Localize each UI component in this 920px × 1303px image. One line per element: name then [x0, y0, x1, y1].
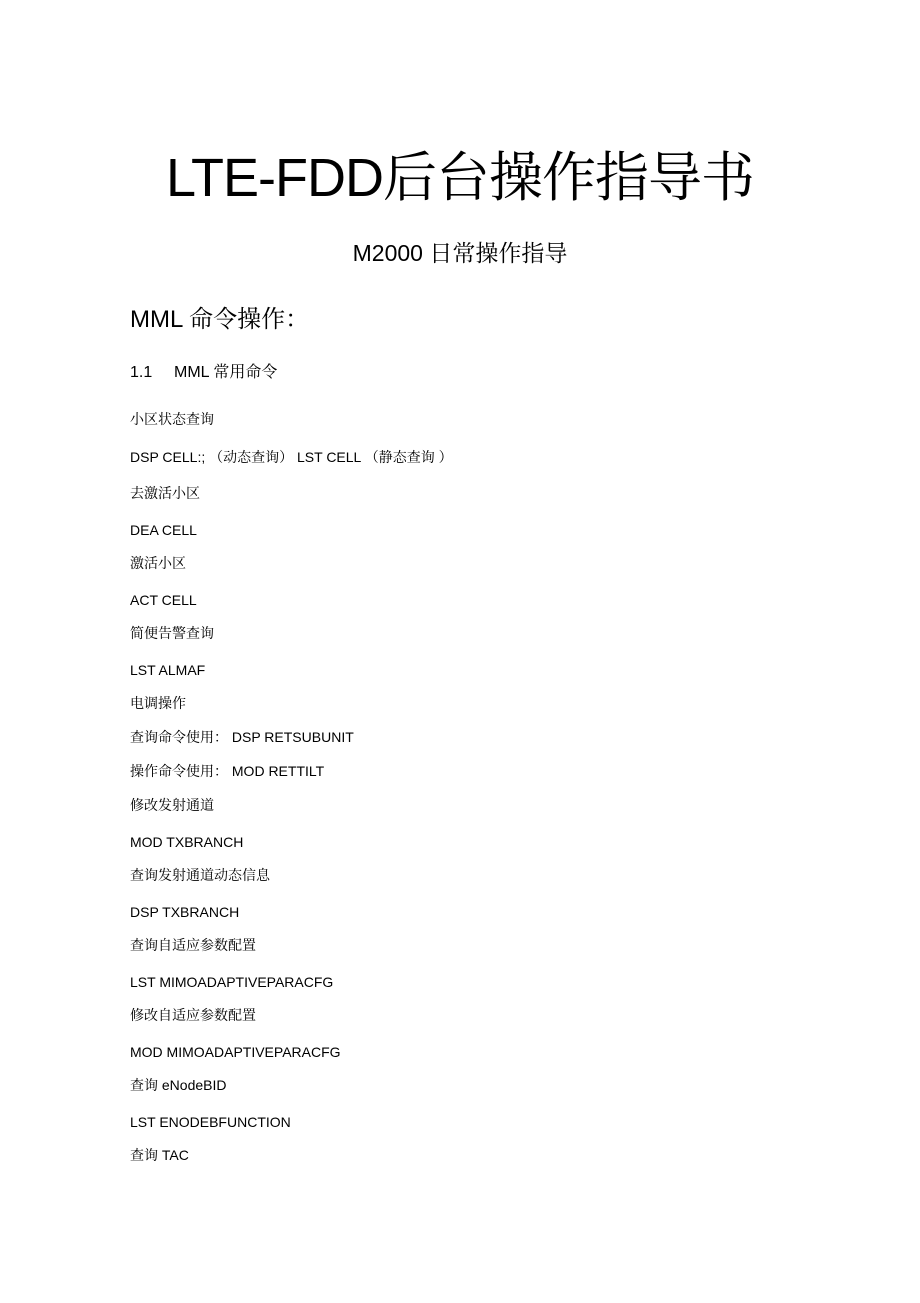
body-line: 查询自适应参数配置 [130, 937, 256, 953]
body-line: MOD MIMOADAPTIVEPARACFG [130, 1044, 341, 1060]
body-line: 激活小区 [130, 555, 186, 571]
body-line: 查询 eNodeBID [130, 1077, 227, 1093]
body-line: LST ALMAF [130, 662, 206, 678]
body-line: 修改自适应参数配置 [130, 1007, 256, 1023]
subsection-label: MML 常用命令 [174, 364, 278, 381]
body-line: 电调操作 [130, 695, 186, 711]
body-line: DSP CELL:; （动态查询） LST CELL （静态查询 ） [130, 449, 453, 465]
body-line: 查询发射通道动态信息 [130, 867, 270, 883]
body-line: DSP TXBRANCH [130, 904, 240, 920]
subsection-heading [130, 360, 277, 386]
body-line: 修改发射通道 [130, 797, 214, 813]
body-line: 查询命令使用： DSP RETSUBUNIT [130, 729, 354, 745]
body-line: LST MIMOADAPTIVEPARACFG [130, 974, 334, 990]
section-heading: MML 命令操作： [130, 306, 310, 333]
body-line: 简便告警查询 [130, 625, 214, 641]
document-subtitle: M2000 日常操作指导 [352, 240, 568, 266]
body-line: DEA CELL [130, 522, 197, 538]
body-line: 去激活小区 [130, 485, 200, 501]
body-line: 小区状态查询 [130, 411, 214, 427]
body-line: MOD TXBRANCH [130, 834, 244, 850]
body-line: 查询 TAC [130, 1147, 189, 1163]
body-line: 操作命令使用： MOD RETTILT [130, 763, 325, 779]
subsection-number: 1.1 [130, 364, 153, 381]
body-line: LST ENODEBFUNCTION [130, 1114, 291, 1130]
body-line: ACT CELL [130, 592, 197, 608]
document-title: LTE-FDD后台操作指导书 [166, 148, 754, 208]
